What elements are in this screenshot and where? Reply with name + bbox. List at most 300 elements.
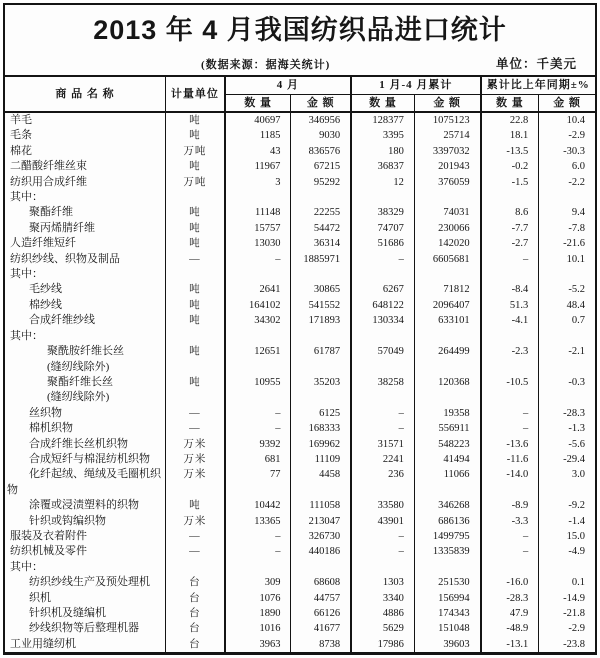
value-cell: -48.9	[481, 621, 539, 636]
value-cell: -13.6	[481, 437, 539, 452]
value-cell: –	[481, 252, 539, 267]
header-april-amount: 金 额	[291, 94, 351, 112]
value-cell: 18.1	[481, 128, 539, 143]
value-cell: 95292	[291, 175, 351, 190]
value-cell: 230066	[414, 221, 480, 236]
product-name-cell: 纺织用合成纤维	[10, 175, 87, 188]
table-row	[5, 575, 595, 590]
value-cell	[225, 329, 291, 344]
value-cell: 9392	[225, 437, 291, 452]
value-cell: -11.6	[481, 452, 539, 467]
value-cell: -13.5	[481, 144, 539, 159]
table-row	[5, 544, 595, 559]
product-name-cell: 聚酯纤维	[29, 206, 73, 219]
measure-unit-cell: 吨	[166, 344, 225, 375]
table-row	[5, 144, 595, 159]
value-cell: 43	[225, 144, 291, 159]
product-name-cell: 二醋酸纤维丝束	[10, 160, 87, 173]
product-name-cell: 针织机及缝编机	[29, 607, 106, 619]
value-cell: 130334	[351, 313, 414, 328]
table-row	[5, 606, 595, 621]
header-group-yoy-percent: 累计比上年同期±%	[481, 76, 595, 94]
value-cell: 128377	[351, 112, 414, 128]
value-cell: –	[225, 421, 291, 436]
value-cell	[414, 267, 480, 282]
product-name-cell: 羊毛	[10, 114, 32, 126]
value-cell: 213047	[291, 514, 351, 529]
value-cell: -0.3	[539, 375, 595, 406]
value-cell: 39603	[414, 637, 480, 653]
value-cell: 1303	[351, 575, 414, 590]
product-name-cell: 纺织机械及零件	[10, 545, 87, 558]
value-cell	[291, 560, 351, 575]
product-name-cell: 纺织纱线生产及预处理机	[29, 576, 150, 589]
value-cell: -8.9	[481, 498, 539, 513]
measure-unit-cell	[166, 329, 225, 344]
value-cell	[291, 329, 351, 344]
product-name-cell: 其中：	[10, 329, 43, 342]
table-row	[5, 329, 595, 344]
value-cell: 1185	[225, 128, 291, 143]
value-cell: 4886	[351, 606, 414, 621]
value-cell: -3.3	[481, 514, 539, 529]
table-row	[5, 421, 595, 436]
value-cell: -29.4	[539, 452, 595, 467]
value-cell: 48.4	[539, 298, 595, 313]
value-cell: 77	[225, 467, 291, 498]
value-cell: 120368	[414, 375, 480, 406]
value-cell: 0.1	[539, 575, 595, 590]
table-row	[5, 344, 595, 375]
value-cell: 57049	[351, 344, 414, 375]
table-row	[5, 267, 595, 282]
value-cell: 11148	[225, 205, 291, 220]
value-cell: 22255	[291, 205, 351, 220]
product-name-cell: 聚酯纤维长丝 (缝纫线除外)	[47, 375, 113, 404]
value-cell: -2.1	[539, 344, 595, 375]
value-cell: -7.8	[539, 221, 595, 236]
header-yoy-quantity: 数 量	[481, 94, 539, 112]
value-cell: -2.9	[539, 621, 595, 636]
value-cell: -16.0	[481, 575, 539, 590]
measure-unit-cell: 吨	[166, 205, 225, 220]
value-cell: 541552	[291, 298, 351, 313]
value-cell: 2641	[225, 282, 291, 297]
table-row	[5, 467, 595, 498]
value-cell: 346268	[414, 498, 480, 513]
product-name-cell: 聚丙烯腈纤维	[29, 221, 95, 234]
measure-unit-cell: 吨	[166, 282, 225, 297]
table-row	[5, 529, 595, 544]
value-cell: -21.6	[539, 236, 595, 251]
value-cell: –	[351, 421, 414, 436]
measure-unit-cell: 台	[166, 575, 225, 590]
value-cell: 1499795	[414, 529, 480, 544]
table-row	[5, 282, 595, 297]
value-cell	[481, 329, 539, 344]
statistics-table	[5, 75, 595, 654]
value-cell: 38329	[351, 205, 414, 220]
value-cell: 12651	[225, 344, 291, 375]
value-cell: 156994	[414, 591, 480, 606]
table-row	[5, 159, 595, 174]
measure-unit-cell: 台	[166, 591, 225, 606]
value-cell: 25714	[414, 128, 480, 143]
value-cell: 11109	[291, 452, 351, 467]
value-cell: 836576	[291, 144, 351, 159]
header-cumulative-amount: 金 额	[414, 94, 480, 112]
value-cell: -2.3	[481, 344, 539, 375]
value-cell: 34302	[225, 313, 291, 328]
table-row	[5, 313, 595, 328]
value-cell: 3963	[225, 637, 291, 653]
value-cell: 174343	[414, 606, 480, 621]
value-cell: 51.3	[481, 298, 539, 313]
value-cell: 6267	[351, 282, 414, 297]
table-row	[5, 128, 595, 143]
value-cell: -28.3	[539, 406, 595, 421]
value-cell: -9.2	[539, 498, 595, 513]
measure-unit-cell: 万吨	[166, 175, 225, 190]
measure-unit-cell: —	[166, 252, 225, 267]
value-cell: 61787	[291, 344, 351, 375]
value-cell: 309	[225, 575, 291, 590]
value-cell: 43901	[351, 514, 414, 529]
value-cell: 264499	[414, 344, 480, 375]
header-group-row	[5, 76, 595, 94]
measure-unit-cell: 吨	[166, 221, 225, 236]
value-cell: 17986	[351, 637, 414, 653]
value-cell: 164102	[225, 298, 291, 313]
table-row	[5, 637, 595, 653]
value-cell: 13030	[225, 236, 291, 251]
value-cell: 11967	[225, 159, 291, 174]
value-cell: 168333	[291, 421, 351, 436]
value-cell: -21.8	[539, 606, 595, 621]
value-cell: -28.3	[481, 591, 539, 606]
value-cell: 0.7	[539, 313, 595, 328]
measure-unit-cell: —	[166, 421, 225, 436]
measure-unit-cell: 万米	[166, 452, 225, 467]
table-row	[5, 252, 595, 267]
table-body	[5, 112, 595, 653]
product-name-cell: 丝织物	[29, 406, 62, 419]
header-group-jan-apr-cumulative: 1 月-4 月累计	[351, 76, 480, 94]
table-row	[5, 298, 595, 313]
value-cell: -13.1	[481, 637, 539, 653]
value-cell	[351, 560, 414, 575]
measure-unit-cell: 吨	[166, 112, 225, 128]
value-cell: –	[481, 529, 539, 544]
value-cell: -23.8	[539, 637, 595, 653]
value-cell: 648122	[351, 298, 414, 313]
value-cell	[351, 190, 414, 205]
value-cell: 15.0	[539, 529, 595, 544]
product-name-cell: 合成纤维纱线	[29, 314, 95, 327]
value-cell	[225, 267, 291, 282]
value-cell: 44757	[291, 591, 351, 606]
value-cell	[414, 560, 480, 575]
table-row	[5, 221, 595, 236]
value-cell: -2.2	[539, 175, 595, 190]
value-cell: 9030	[291, 128, 351, 143]
value-cell: –	[481, 544, 539, 559]
product-name-cell: 其中：	[10, 191, 43, 204]
value-cell: 67215	[291, 159, 351, 174]
value-cell: 36314	[291, 236, 351, 251]
value-cell	[291, 267, 351, 282]
value-cell: –	[351, 544, 414, 559]
measure-unit-cell: 吨	[166, 375, 225, 406]
measure-unit-cell: —	[166, 544, 225, 559]
unit-note: 单位：千美元	[495, 57, 577, 71]
value-cell	[481, 190, 539, 205]
value-cell: 10955	[225, 375, 291, 406]
value-cell: 633101	[414, 313, 480, 328]
value-cell: -1.5	[481, 175, 539, 190]
value-cell: 2241	[351, 452, 414, 467]
value-cell: 1076	[225, 591, 291, 606]
measure-unit-cell: 吨	[166, 298, 225, 313]
value-cell: -10.5	[481, 375, 539, 406]
value-cell: –	[481, 406, 539, 421]
value-cell: 3.0	[539, 467, 595, 498]
value-cell	[351, 267, 414, 282]
product-name-cell: 其中：	[10, 560, 43, 573]
value-cell: 142020	[414, 236, 480, 251]
table-row	[5, 498, 595, 513]
value-cell: 548223	[414, 437, 480, 452]
value-cell: -4.9	[539, 544, 595, 559]
value-cell	[539, 560, 595, 575]
value-cell: –	[225, 544, 291, 559]
value-cell: 12	[351, 175, 414, 190]
value-cell: 1890	[225, 606, 291, 621]
value-cell: 5629	[351, 621, 414, 636]
value-cell	[291, 190, 351, 205]
table-row	[5, 591, 595, 606]
value-cell: 326730	[291, 529, 351, 544]
product-name-cell: 人造纤维短纤	[10, 237, 76, 250]
header-group-april: 4 月	[225, 76, 351, 94]
value-cell: 111058	[291, 498, 351, 513]
table-row	[5, 205, 595, 220]
product-name-cell: 纺织纱线、织物及制品	[10, 252, 120, 265]
value-cell: 10442	[225, 498, 291, 513]
measure-unit-cell: 台	[166, 621, 225, 636]
value-cell: 71812	[414, 282, 480, 297]
value-cell: 11066	[414, 467, 480, 498]
measure-unit-cell: 万米	[166, 514, 225, 529]
value-cell: –	[225, 406, 291, 421]
value-cell: 38258	[351, 375, 414, 406]
header-product-name: 商 品 名 称	[5, 76, 166, 112]
measure-unit-cell: —	[166, 529, 225, 544]
header-yoy-amount: 金 额	[539, 94, 595, 112]
value-cell: -1.4	[539, 514, 595, 529]
measure-unit-cell: 吨	[166, 159, 225, 174]
value-cell: 376059	[414, 175, 480, 190]
value-cell	[225, 190, 291, 205]
measure-unit-cell: 吨	[166, 498, 225, 513]
table-row	[5, 236, 595, 251]
product-name-cell: 涂覆或浸渍塑料的织物	[29, 499, 139, 512]
value-cell: -8.4	[481, 282, 539, 297]
product-name-cell: 毛条	[10, 129, 32, 142]
value-cell: 1885971	[291, 252, 351, 267]
value-cell: 1016	[225, 621, 291, 636]
measure-unit-cell: 台	[166, 606, 225, 621]
table-row	[5, 375, 595, 406]
table-row	[5, 514, 595, 529]
value-cell: 51686	[351, 236, 414, 251]
header-cumulative-quantity: 数 量	[351, 94, 414, 112]
value-cell: 2096407	[414, 298, 480, 313]
value-cell: -5.2	[539, 282, 595, 297]
value-cell	[539, 267, 595, 282]
value-cell: 31571	[351, 437, 414, 452]
value-cell	[481, 267, 539, 282]
value-cell	[225, 560, 291, 575]
value-cell: 33580	[351, 498, 414, 513]
value-cell: 19358	[414, 406, 480, 421]
value-cell: 236	[351, 467, 414, 498]
value-cell: –	[351, 529, 414, 544]
product-name-cell: 聚酰胺纤维长丝 (缝纫线除外)	[47, 345, 124, 373]
value-cell: 8738	[291, 637, 351, 653]
product-name-cell: 毛纱线	[29, 283, 62, 296]
measure-unit-cell: 万米	[166, 437, 225, 452]
table-row	[5, 621, 595, 636]
product-name-cell: 工业用缝纫机	[10, 637, 76, 650]
table-row	[5, 437, 595, 452]
value-cell: 6125	[291, 406, 351, 421]
product-name-cell: 棉纱线	[29, 298, 62, 311]
value-cell: 440186	[291, 544, 351, 559]
table-row	[5, 175, 595, 190]
product-name-cell: 合成纤维长丝机织物	[29, 437, 128, 450]
table-row	[5, 190, 595, 205]
value-cell: 22.8	[481, 112, 539, 128]
value-cell: 68608	[291, 575, 351, 590]
value-cell: 169962	[291, 437, 351, 452]
measure-unit-cell: 台	[166, 637, 225, 653]
document-title: 2013 年 4 月我国纺织品进口统计	[93, 15, 507, 45]
value-cell: -30.3	[539, 144, 595, 159]
value-cell: –	[225, 252, 291, 267]
value-cell	[414, 190, 480, 205]
value-cell: -2.7	[481, 236, 539, 251]
product-name-cell: 棉花	[10, 144, 32, 157]
value-cell: -14.9	[539, 591, 595, 606]
measure-unit-cell: —	[166, 406, 225, 421]
data-source-note: (数据来源：据海关统计)	[201, 59, 331, 71]
value-cell: 151048	[414, 621, 480, 636]
value-cell: 1075123	[414, 112, 480, 128]
value-cell: 171893	[291, 313, 351, 328]
value-cell	[539, 329, 595, 344]
value-cell: 8.6	[481, 205, 539, 220]
value-cell: 1335839	[414, 544, 480, 559]
value-cell	[414, 329, 480, 344]
value-cell: -0.2	[481, 159, 539, 174]
product-name-cell: 其中：	[10, 268, 43, 281]
value-cell: 47.9	[481, 606, 539, 621]
table-header	[5, 76, 595, 112]
value-cell: 251530	[414, 575, 480, 590]
product-name-cell: 合成短纤与棉混纺机织物	[29, 452, 150, 465]
value-cell: -14.0	[481, 467, 539, 498]
value-cell: 6.0	[539, 159, 595, 174]
value-cell: 10.1	[539, 252, 595, 267]
measure-unit-cell: 吨	[166, 236, 225, 251]
document-frame	[3, 3, 597, 655]
value-cell: 681	[225, 452, 291, 467]
value-cell: 3397032	[414, 144, 480, 159]
measure-unit-cell	[166, 190, 225, 205]
value-cell: –	[225, 529, 291, 544]
value-cell: –	[351, 406, 414, 421]
value-cell: 13365	[225, 514, 291, 529]
value-cell: 3	[225, 175, 291, 190]
value-cell: –	[481, 421, 539, 436]
value-cell: 15757	[225, 221, 291, 236]
table-row	[5, 406, 595, 421]
value-cell: 35203	[291, 375, 351, 406]
value-cell: 41494	[414, 452, 480, 467]
value-cell: 74031	[414, 205, 480, 220]
value-cell: 30865	[291, 282, 351, 297]
value-cell: 686136	[414, 514, 480, 529]
value-cell	[539, 190, 595, 205]
value-cell: 201943	[414, 159, 480, 174]
measure-unit-cell	[166, 267, 225, 282]
measure-unit-cell: 吨	[166, 128, 225, 143]
value-cell: 74707	[351, 221, 414, 236]
value-cell: 41677	[291, 621, 351, 636]
measure-unit-cell: 万米	[166, 467, 225, 498]
value-cell: 36837	[351, 159, 414, 174]
value-cell: 3340	[351, 591, 414, 606]
table-row	[5, 112, 595, 128]
value-cell: -7.7	[481, 221, 539, 236]
product-name-cell: 棉机织物	[29, 422, 73, 435]
value-cell: 346956	[291, 112, 351, 128]
value-cell: 4458	[291, 467, 351, 498]
value-cell: -1.3	[539, 421, 595, 436]
value-cell: -4.1	[481, 313, 539, 328]
value-cell: 556911	[414, 421, 480, 436]
table-row	[5, 452, 595, 467]
value-cell: –	[351, 252, 414, 267]
value-cell: 3395	[351, 128, 414, 143]
value-cell: 6605681	[414, 252, 480, 267]
measure-unit-cell	[166, 560, 225, 575]
measure-unit-cell: 吨	[166, 313, 225, 328]
value-cell	[481, 560, 539, 575]
value-cell: 180	[351, 144, 414, 159]
meta-row	[5, 49, 595, 75]
value-cell: 54472	[291, 221, 351, 236]
header-measure-unit: 计量单位	[166, 76, 225, 112]
product-name-cell: 纱线织物等后整理机器	[29, 622, 139, 635]
value-cell: 9.4	[539, 205, 595, 220]
product-name-cell: 服装及衣着附件	[10, 529, 87, 542]
product-name-cell: 织机	[29, 591, 51, 604]
value-cell: 10.4	[539, 112, 595, 128]
value-cell: -5.6	[539, 437, 595, 452]
table-row	[5, 560, 595, 575]
